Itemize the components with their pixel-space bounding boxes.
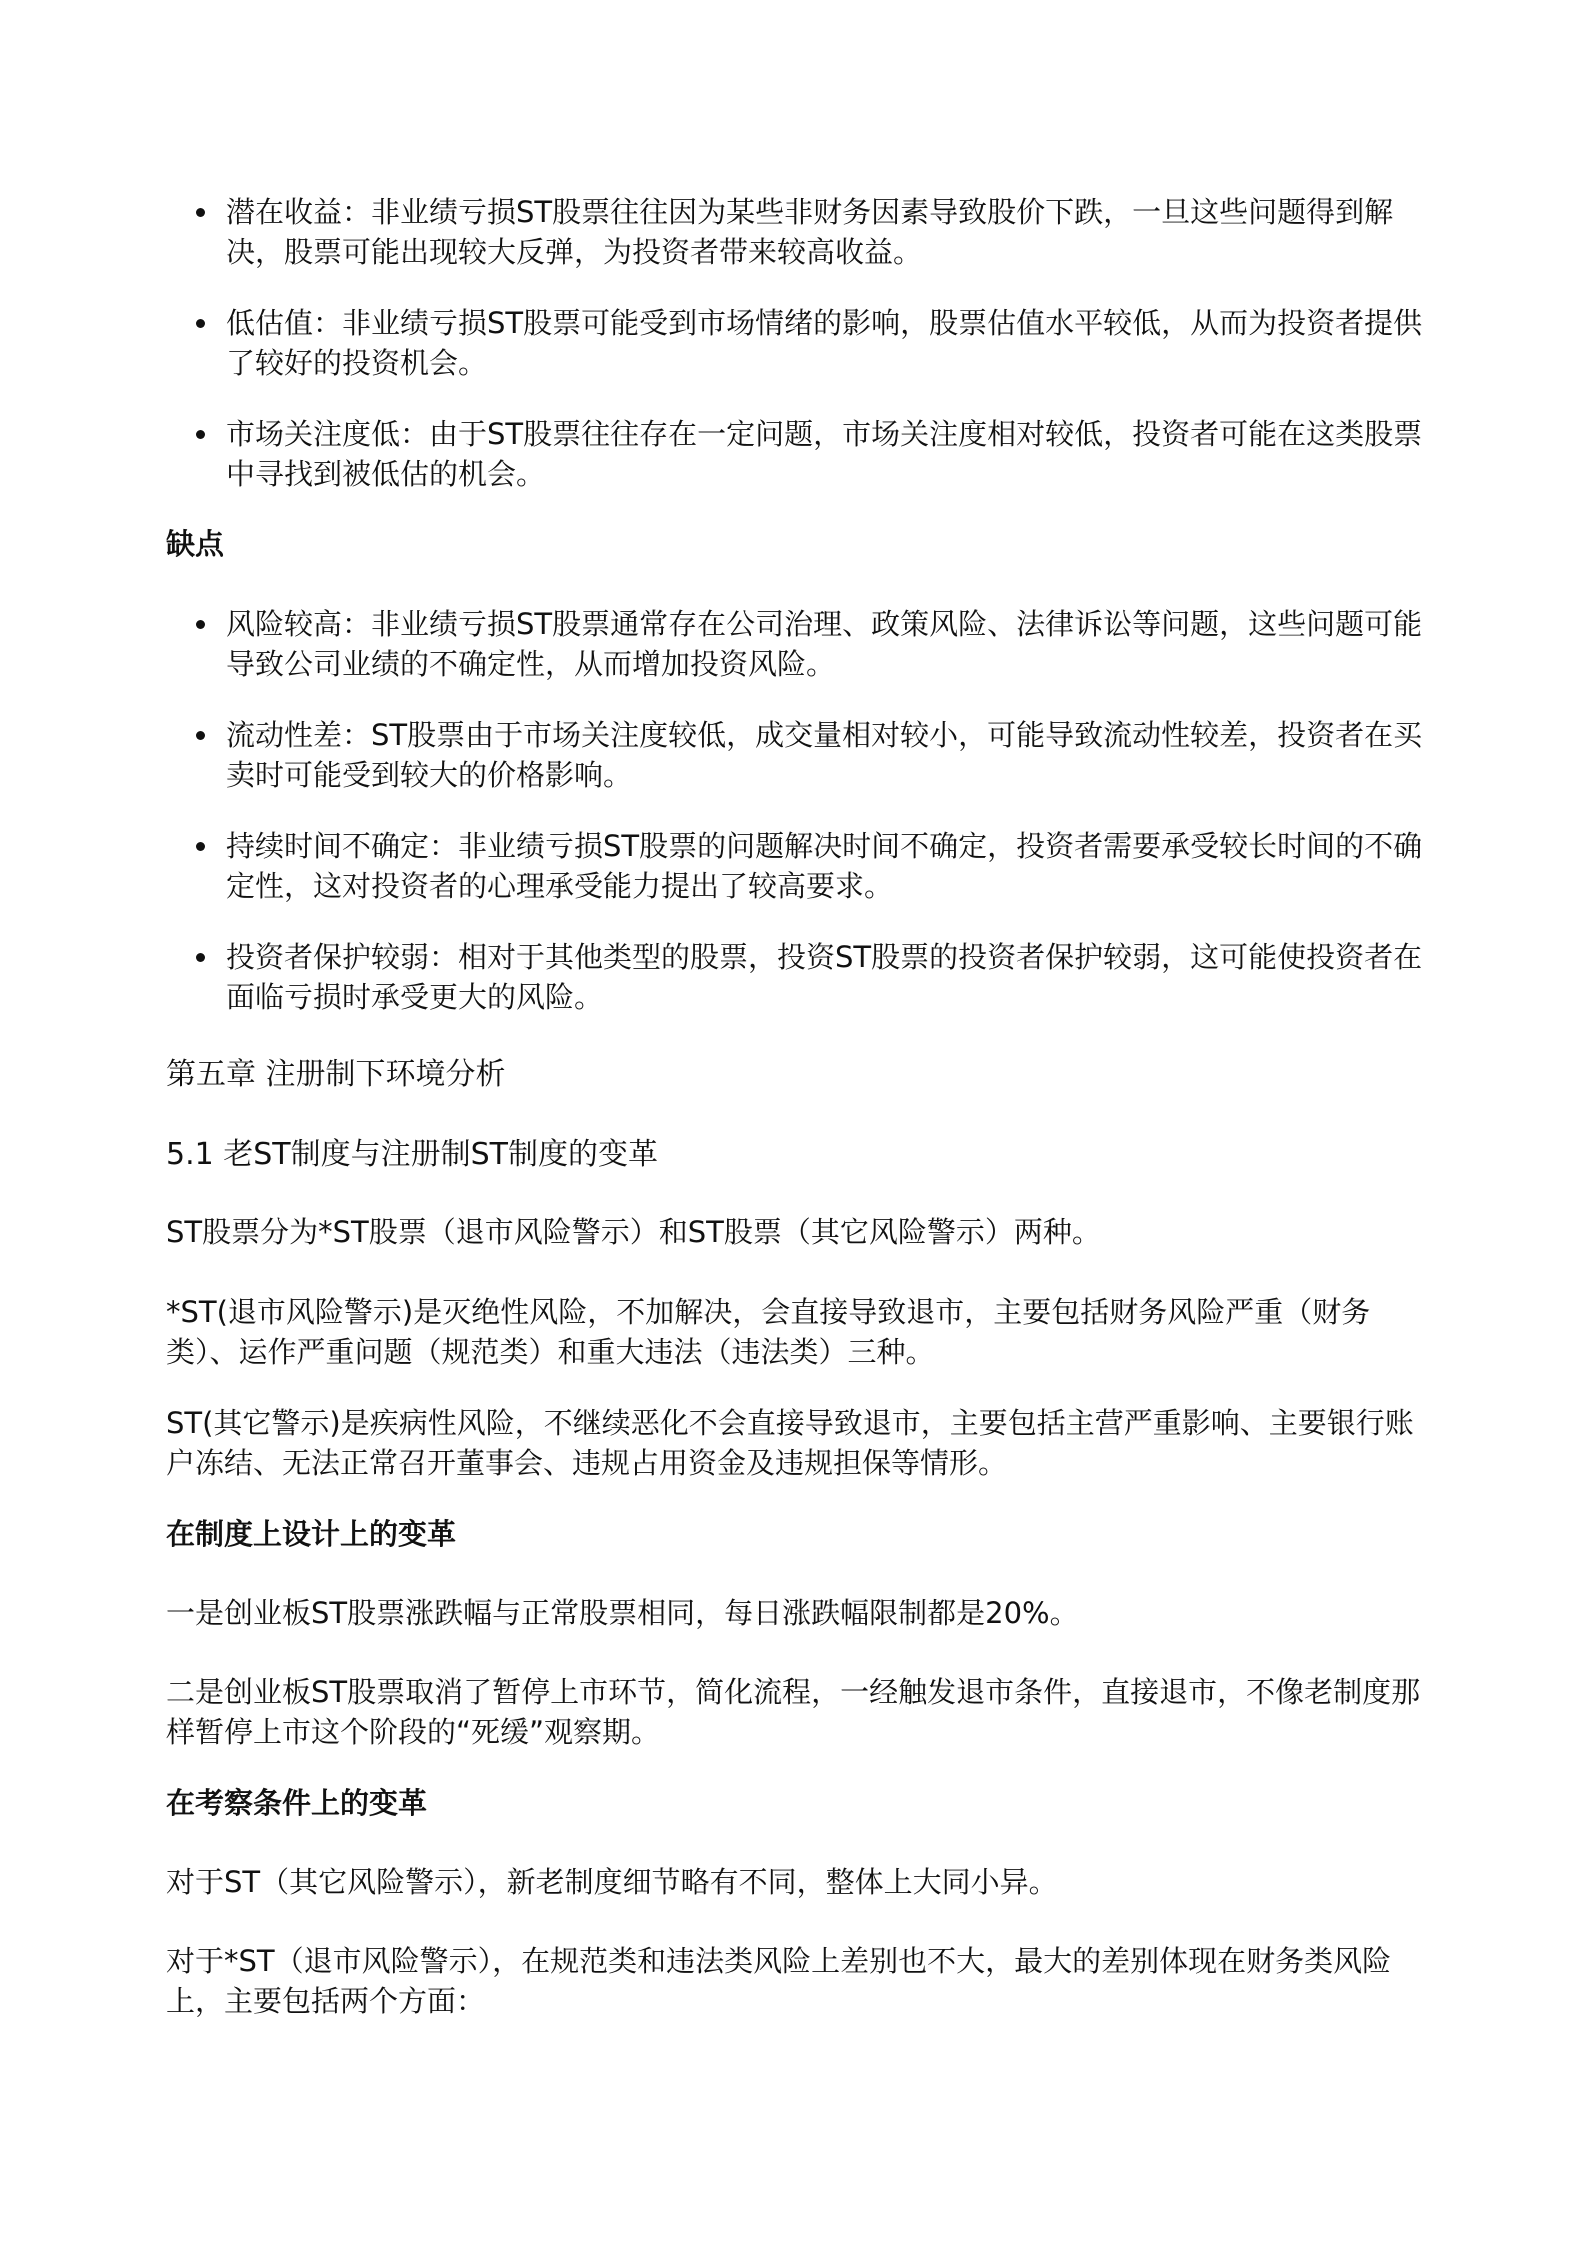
paragraph: 对于*ST（退市风险警示），在规范类和违法类风险上差别也不大，最大的差别体现在财务类风险上，主要包括两个方面：	[166, 1944, 1392, 2018]
bullet-text: 流动性差：ST股票由于市场关注度较低，成交量相对较小，可能导致流动性较差，投资者在买卖时可能受到较大的价格影响。	[226, 718, 1423, 792]
bullet-icon	[196, 731, 205, 740]
paragraph: ST(其它警示)是疾病性风险，不继续恶化不会直接导致退市，主要包括主营严重影响、主要银行账户冻结、无法正常召开董事会、违规占用资金及违规担保等情形。	[166, 1406, 1414, 1480]
bullet-text: 低估值：非业绩亏损ST股票可能受到市场情绪的影响，股票估值水平较低，从而为投资者提供了较好的投资机会。	[226, 306, 1423, 380]
bullet-text: 潜在收益：非业绩亏损ST股票往往因为某些非财务因素导致股价下跌，一旦这些问题得到解决，股票可能出现较大反弹，为投资者带来较高收益。	[226, 195, 1394, 269]
design-heading: 在制度上设计上的变革	[166, 1517, 457, 1551]
bullet-text: 市场关注度低：由于ST股票往往存在一定问题，市场关注度相对较低，投资者可能在这类股票中寻找到被低估的机会。	[226, 417, 1423, 491]
paragraph: 一是创业板ST股票涨跌幅与正常股票相同，每日涨跌幅限制都是20%。	[166, 1596, 1079, 1630]
paragraph: ST股票分为*ST股票（退市风险警示）和ST股票（其它风险警示）两种。	[166, 1215, 1101, 1249]
paragraph: 对于ST（其它风险警示），新老制度细节略有不同，整体上大同小异。	[166, 1865, 1058, 1899]
chapter-title: 第五章 注册制下环境分析	[166, 1057, 506, 1092]
bullet-text: 风险较高：非业绩亏损ST股票通常存在公司治理、政策风险、法律诉讼等问题，这些问题可能导致公司业绩的不确定性，从而增加投资风险。	[226, 607, 1423, 681]
bullet-icon	[196, 620, 205, 629]
section-title: 5.1 老ST制度与注册制ST制度的变革	[166, 1137, 658, 1172]
bullet-icon	[196, 319, 205, 328]
paragraph: 二是创业板ST股票取消了暂停上市环节，简化流程，一经触发退市条件，直接退市，不像老制度那样暂停上市这个阶段的“死缓”观察期。	[166, 1675, 1421, 1749]
document-page	[166, 0, 1428, 2244]
cons-heading: 缺点	[166, 527, 225, 561]
bullet-text: 投资者保护较弱：相对于其他类型的股票，投资ST股票的投资者保护较弱，这可能使投资者在面临亏损时承受更大的风险。	[226, 940, 1423, 1014]
bullet-icon	[196, 430, 205, 439]
bullet-icon	[196, 842, 205, 851]
bullet-icon	[196, 208, 205, 217]
bullet-text: 持续时间不确定：非业绩亏损ST股票的问题解决时间不确定，投资者需要承受较长时间的不确定性，这对投资者的心理承受能力提出了较高要求。	[226, 829, 1423, 903]
bullet-icon	[196, 953, 205, 962]
exam-heading: 在考察条件上的变革	[166, 1786, 428, 1820]
paragraph: *ST(退市风险警示)是灭绝性风险，不加解决，会直接导致退市，主要包括财务风险严重（财务类）、运作严重问题（规范类）和重大违法（违法类）三种。	[166, 1295, 1371, 1369]
